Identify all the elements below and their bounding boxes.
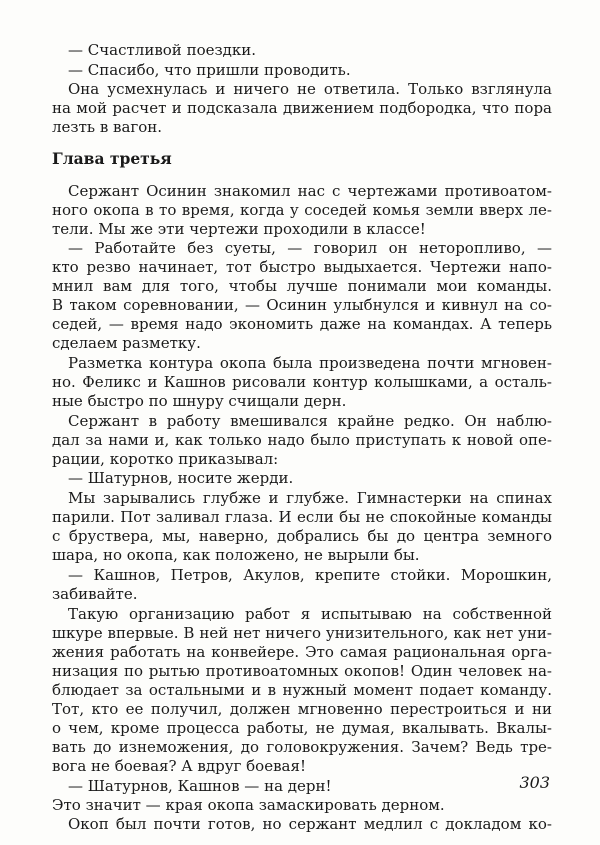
text-line: Такую организацию работ я испытываю на собственной bbox=[68, 605, 552, 623]
text-line: парили. Пот заливал глаза. И если бы не спокойные команды bbox=[52, 508, 552, 526]
text-line: В таком соревновании, — Осинин улыбнулся и кивнул на со- bbox=[52, 296, 552, 314]
text-line: сделаем разметку. bbox=[52, 334, 201, 352]
text-line: дал за нами и, как только надо было приступать к новой опе- bbox=[52, 431, 552, 449]
text-line: забивайте. bbox=[52, 585, 138, 603]
text-line: о чем, кроме процесса работы, не думая, вкалывать. Вкалы- bbox=[52, 719, 552, 737]
text-line: — Работайте без суеты, — говорил он неторопливо, — bbox=[68, 239, 552, 257]
text-line: — Кашнов, Петров, Акулов, крепите стойки. Морошкин, bbox=[68, 566, 552, 584]
text-line: — Шатурнов, носите жерди. bbox=[68, 469, 294, 487]
text-line: Разметка контура окопа была произведена почти мгновен- bbox=[68, 354, 552, 372]
text-line: мнил вам для того, чтобы лучше понимали мои команды. bbox=[52, 277, 552, 295]
text-line: Окоп был почти готов, но сержант медлил с докладом ко- bbox=[68, 815, 552, 833]
page-number: 303 bbox=[519, 773, 550, 792]
text-line: тели. Мы же эти чертежи проходили в классе! bbox=[52, 220, 426, 238]
text-line: кто резво начинает, тот быстро выдыхается. Чертежи напо- bbox=[52, 258, 552, 276]
text-line: шкуре впервые. В ней нет ничего унизительного, как нет уни- bbox=[52, 624, 552, 642]
text-line: вать до изнеможения, до головокружения. Зачем? Ведь тре- bbox=[52, 738, 552, 756]
text-line: блюдает за остальными и в нужный момент подает команду. bbox=[52, 681, 552, 699]
text-line: жения работать на конвейере. Это самая рациональная орга- bbox=[52, 643, 552, 661]
text-line: Сержант Осинин знакомил нас с чертежами противоатом- bbox=[68, 182, 552, 200]
text-line: седей, — время надо экономить даже на командах. А теперь bbox=[52, 315, 552, 333]
text-line: но. Феликс и Кашнов рисовали контур колышками, а осталь- bbox=[52, 373, 552, 391]
chapter-title: Глава третья bbox=[52, 149, 172, 168]
text-line: с бруствера, мы, наверно, добрались бы до центра земного bbox=[52, 527, 552, 545]
text-line: низация по рытью противоатомных окопов! Один человек на- bbox=[52, 662, 552, 680]
text-line: Она усмехнулась и ничего не ответила. Только взглянула bbox=[68, 80, 552, 98]
text-line: лезть в вагон. bbox=[52, 118, 163, 136]
text-line: Это значит — края окопа замаскировать дерном. bbox=[52, 796, 445, 814]
text-line: шара, но окопа, как положено, не вырыли бы. bbox=[52, 546, 420, 564]
text-line: — Счастливой поездки. bbox=[68, 41, 257, 59]
text-line: на мой расчет и подсказала движением подбородка, что пора bbox=[52, 99, 552, 117]
text-line: вога не боевая? А вдруг боевая! bbox=[52, 757, 306, 775]
text-line: — Шатурнов, Кашнов — на дерн! bbox=[68, 777, 332, 795]
text-line: Сержант в работу вмешивался крайне редко. Он наблю- bbox=[68, 412, 552, 430]
text-line: Тот, кто ее получил, должен мгновенно перестроиться и ни bbox=[52, 700, 552, 718]
text-line: рации, коротко приказывал: bbox=[52, 450, 279, 468]
text-line: ного окопа в то время, когда у соседей комья земли вверх ле- bbox=[52, 201, 552, 219]
text-line: — Спасибо, что пришли проводить. bbox=[68, 61, 351, 79]
text-line: Мы зарывались глубже и глубже. Гимнастерки на спинах bbox=[68, 489, 552, 507]
text-line: ные быстро по шнуру счищали дерн. bbox=[52, 392, 347, 410]
